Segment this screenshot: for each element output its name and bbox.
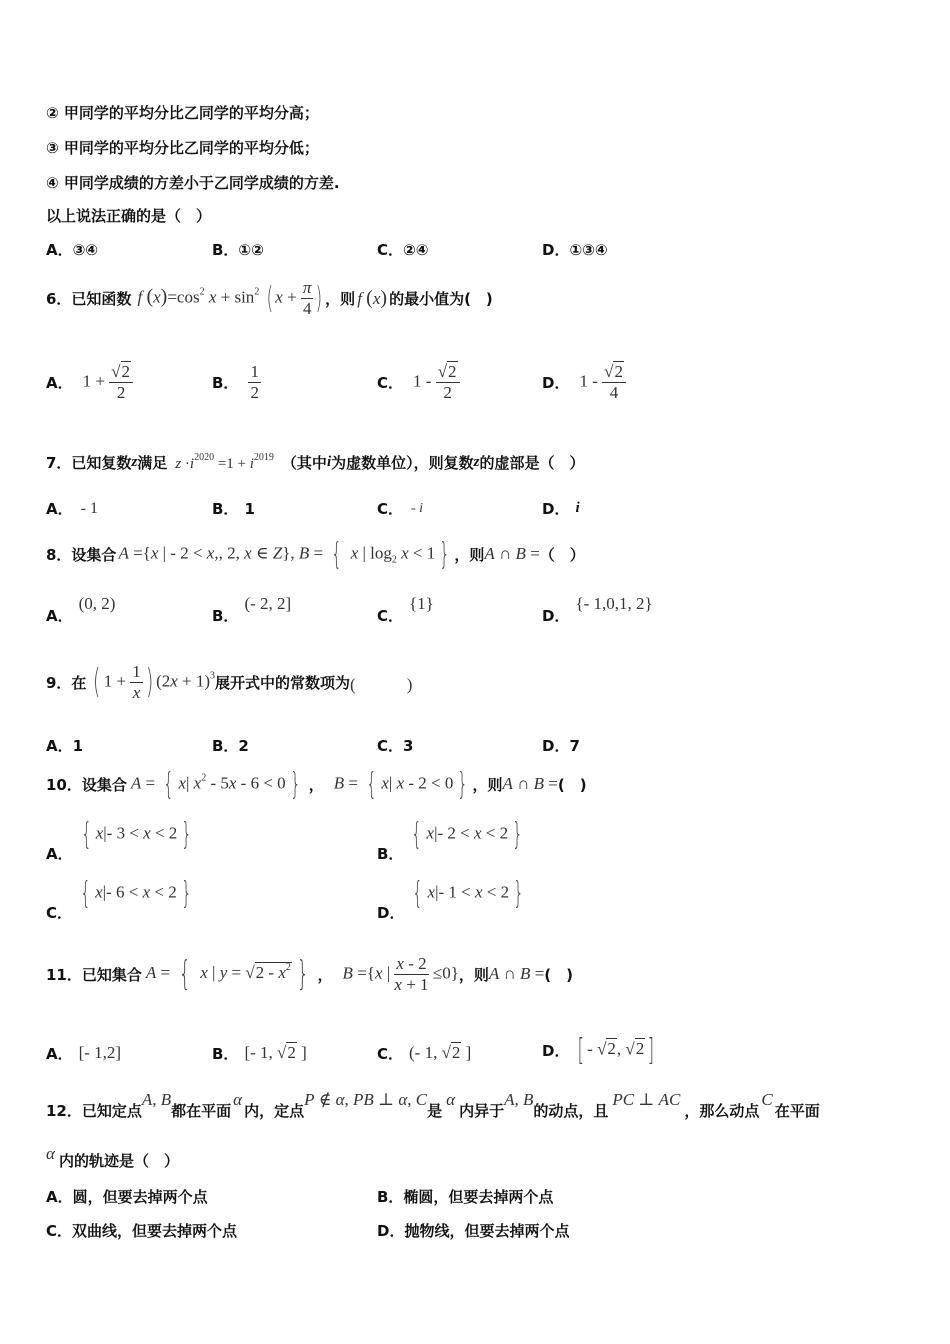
q6-fx: f (x) bbox=[357, 286, 388, 309]
q10-tail: ，则 bbox=[472, 775, 503, 794]
q7-label-b: B． bbox=[212, 500, 239, 518]
question-8 bbox=[46, 532, 585, 576]
q6-option-c: C． 1 - $\frac{√2}{2}$ bbox=[377, 356, 460, 408]
q11-tail: ，则 bbox=[458, 965, 489, 984]
q8-value-b: (- 2, 2] bbox=[244, 594, 292, 613]
question-6 bbox=[46, 272, 493, 324]
q7-note: （其中 bbox=[281, 453, 327, 472]
q7-option-d bbox=[542, 498, 580, 519]
q12-line2: 内的轨迹是（ ） bbox=[58, 1151, 179, 1170]
q9-prefix: 9．在 bbox=[46, 673, 87, 692]
q10-set-a: A = { x| $x^2 - 5x - 6 < 0$ } bbox=[130, 766, 301, 802]
q6-suffix: 的最小值为( ) bbox=[389, 289, 493, 308]
q6-function: f $(x)=\cos^2$ $x + \sin^2$ ( x + $\frac{\pi}{4}$ ) bbox=[137, 277, 323, 318]
q8-label-b: B． bbox=[212, 607, 239, 625]
q11-label-b: B． bbox=[212, 1044, 239, 1063]
q11-option-b: B． [- 1, √2 ] bbox=[212, 1043, 307, 1063]
q6-label-c: C． bbox=[377, 373, 404, 392]
question-12-line2: α 内的轨迹是（ ） bbox=[46, 1144, 179, 1170]
q11-prefix: 11．已知集合 bbox=[46, 965, 142, 984]
q9-option-c: C．3 bbox=[377, 737, 414, 755]
q11-set-b: B ={x | $\frac{x - 2}{x + 1}$ ≤0} bbox=[342, 953, 459, 994]
q9-option-a: A．1 bbox=[46, 737, 84, 755]
q12-t1: 都在平面 bbox=[171, 1101, 232, 1120]
q12-option-c: C．双曲线，但要去掉两个点 bbox=[46, 1222, 238, 1240]
question-9 bbox=[46, 652, 412, 712]
q6-option-d: D． 1 - $\frac{√2}{4}$ bbox=[542, 356, 626, 408]
q7-i: i bbox=[326, 453, 332, 470]
q6-option-a: A． 1 + $\frac{√2}{2}$ bbox=[46, 356, 133, 408]
q10-set-b: B = { x| x - 2 < 0 } bbox=[333, 766, 469, 802]
q11-label-d: D． bbox=[542, 1041, 570, 1060]
q8-sets: A ={x | - 2 < x,, 2, x ∈ Z}, B = { x | $\log_2 x < 1$ } bbox=[118, 536, 451, 572]
q8-value-a: (0, 2) bbox=[78, 594, 116, 613]
statement-4: ④ 甲同学成绩的方差小于乙同学成绩的方差. bbox=[46, 174, 340, 192]
q12-option-d: D．抛物线，但要去掉两个点 bbox=[377, 1222, 570, 1240]
q12-t5: 的动点，且 bbox=[533, 1101, 609, 1120]
q8-option-c bbox=[377, 592, 434, 626]
question-12: 12．已知定点 A, B 都在平面 α 内，定点 P ∉ α, PB ⊥ α, C 是 α 内异于 A, B 的动点，且 PC ⊥ AC ，那么动点 C 在平面 bbox=[46, 1090, 820, 1120]
q8-tail: ，则 bbox=[454, 545, 485, 564]
q11-label-c: C． bbox=[377, 1044, 404, 1063]
q7-option-c bbox=[377, 498, 423, 519]
q8-option-b bbox=[212, 592, 291, 626]
q7-label-d: D． bbox=[542, 500, 570, 518]
q7-option-a bbox=[46, 498, 98, 519]
q9-option-b: B．2 bbox=[212, 737, 249, 755]
q7-value-d: i bbox=[575, 500, 580, 516]
q10-label-b: B． bbox=[377, 845, 404, 863]
q7-tail: 的虚部是（ ） bbox=[479, 453, 585, 472]
q8-label-a: A． bbox=[46, 607, 73, 625]
q10-option-d: D． { x|- 1 < x < 2 } bbox=[377, 876, 524, 922]
q7-z2: z bbox=[473, 453, 480, 470]
q9-option-d: D．7 bbox=[542, 737, 580, 755]
q6-label-a: A． bbox=[46, 373, 73, 392]
q9-expression: ( 1 + $\frac{1}{x}$ ) $(2x + 1)^3$ bbox=[93, 661, 216, 702]
q7-label-a: A． bbox=[46, 500, 73, 518]
q9-tail: 展开式中的常数项为 bbox=[215, 673, 351, 692]
q8-label-c: C． bbox=[377, 607, 404, 625]
q10-option-a: A． { x|- 3 < x < 2 } bbox=[46, 817, 193, 863]
q8-ask: （ ） bbox=[539, 545, 585, 564]
q5-option-c: C．②④ bbox=[377, 241, 429, 259]
q6-label-d: D． bbox=[542, 373, 570, 392]
q11-option-d: D． [ - √2, √2 ] bbox=[542, 1032, 655, 1068]
q7-value-b: 1 bbox=[244, 499, 255, 518]
statement-3: ③ 甲同学的平均分比乙同学的平均分低； bbox=[46, 139, 319, 157]
q12-t2: 内，定点 bbox=[244, 1101, 305, 1120]
question-prompt: 以上说法正确的是（ ） bbox=[46, 207, 212, 225]
q11-label-a: A． bbox=[46, 1044, 73, 1063]
q10-ask: ( ) bbox=[557, 775, 587, 794]
q12-option-b: B．椭圆，但要去掉两个点 bbox=[377, 1188, 554, 1206]
q7-value-c: - i bbox=[411, 500, 424, 516]
q8-intersection: A ∩ B = bbox=[484, 544, 540, 563]
q10-label-a: A． bbox=[46, 845, 73, 863]
q12-t7: 在平面 bbox=[774, 1101, 820, 1120]
q11-option-a: A． [- 1,2] bbox=[46, 1043, 122, 1063]
q12-t6: ，那么动点 bbox=[684, 1101, 760, 1120]
q5-option-d: D．①③④ bbox=[542, 241, 608, 259]
q7-value-a: - 1 bbox=[80, 499, 98, 517]
q8-prefix: 8．设集合 bbox=[46, 545, 117, 564]
q10-option-b: B． { x|- 2 < x < 2 } bbox=[377, 817, 523, 863]
q8-value-d: {- 1,0,1, 2} bbox=[575, 594, 653, 613]
q7-prefix: 7．已知复数 bbox=[46, 453, 132, 472]
q6-prefix: 6．已知函数 bbox=[46, 289, 132, 308]
question-10: 10．设集合 A = { x| $x^2 - 5x - 6 < 0$ } ， B = { x| x - 2 < 0 } ，则 A ∩ B = ( ) bbox=[46, 766, 587, 802]
question-7 bbox=[46, 440, 584, 484]
q11-intersection: A ∩ B = bbox=[488, 964, 545, 983]
q8-option-d bbox=[542, 592, 653, 626]
q10-option-c: C． { x|- 6 < x < 2 } bbox=[46, 876, 192, 922]
q12-t4: 内异于 bbox=[459, 1101, 505, 1120]
q7-satisfy: 满足 bbox=[137, 453, 168, 472]
q10-intersection: A ∩ B = bbox=[502, 774, 558, 793]
q12-prefix: 12．已知定点 bbox=[46, 1101, 142, 1120]
q12-option-a: A．圆，但要去掉两个点 bbox=[46, 1188, 208, 1206]
q5-option-a: A．③④ bbox=[46, 241, 99, 259]
statement-2: ② 甲同学的平均分比乙同学的平均分高； bbox=[46, 104, 319, 122]
q5-option-b: B．①② bbox=[212, 241, 264, 259]
q10-label-d: D． bbox=[377, 904, 405, 922]
q11-ask: ( ) bbox=[544, 965, 573, 984]
q8-option-a bbox=[46, 592, 115, 626]
q7-note2: 为虚数单位），则复数 bbox=[331, 453, 474, 472]
question-11: 11．已知集合 A = { x | $y = √2 - x^2$ } ， B ={x | $\frac{x - 2}{x + 1}$ ≤0} ，则 A ∩ B = ( ) bbox=[46, 953, 573, 994]
q6-option-b: B． $\frac{1}{2}$ bbox=[212, 361, 259, 402]
q6-label-b: B． bbox=[212, 373, 239, 392]
q8-label-d: D． bbox=[542, 607, 570, 625]
q9-paren: ( ) bbox=[350, 674, 413, 694]
q7-label-c: C． bbox=[377, 500, 404, 518]
q7-z: z bbox=[131, 453, 138, 470]
q8-value-c: {1} bbox=[409, 594, 434, 613]
q7-option-b bbox=[212, 498, 255, 519]
q7-equation: $z \cdot i^{2020} =1 + i^{2019}$ bbox=[175, 451, 274, 472]
q6-mid: ，则 bbox=[325, 289, 356, 308]
q10-prefix: 10．设集合 bbox=[46, 775, 127, 794]
q11-set-a: A = { x | $y = √2 - x^2$ } bbox=[145, 954, 309, 994]
q11-option-c: C． (- 1, √2 ] bbox=[377, 1043, 472, 1063]
q10-label-c: C． bbox=[46, 904, 73, 922]
q12-t3: 是 bbox=[427, 1101, 443, 1120]
